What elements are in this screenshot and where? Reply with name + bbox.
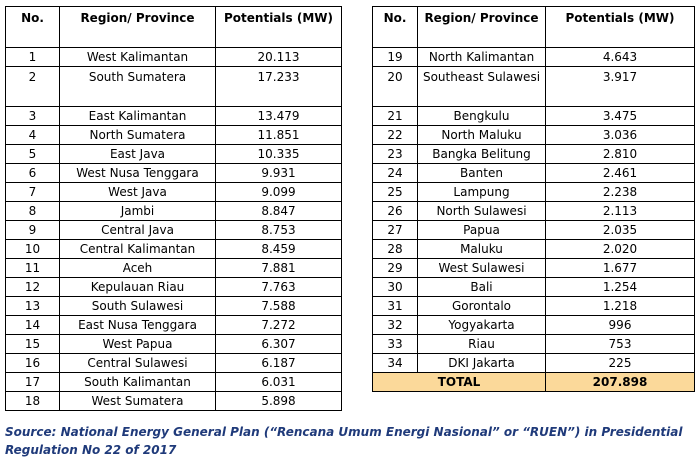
header-region: Region/ Province: [418, 7, 546, 48]
row-potential: 2.020: [546, 240, 695, 259]
table-row: [373, 145, 695, 164]
row-region: East Kalimantan: [60, 107, 216, 126]
row-number: 25: [373, 183, 418, 202]
row-region: East Nusa Tenggara: [60, 316, 216, 335]
row-potential: 1.677: [546, 259, 695, 278]
table-row: [373, 221, 695, 240]
row-number: 7: [6, 183, 60, 202]
row-potential: 11.851: [216, 126, 342, 145]
row-potential: 3.036: [546, 126, 695, 145]
total-value: 207.898: [546, 373, 695, 392]
row-number: 34: [373, 354, 418, 373]
table-row: [373, 354, 695, 373]
table-row: [6, 107, 342, 126]
row-number: 22: [373, 126, 418, 145]
table-row: [373, 278, 695, 297]
table-row: [373, 202, 695, 221]
table-row: [373, 48, 695, 67]
row-potential: 7.881: [216, 259, 342, 278]
header-potentials: Potentials (MW): [546, 7, 695, 48]
table-row: [373, 240, 695, 259]
source-note: Source: National Energy General Plan (“Rencana Umum Energi Nasional” or “RUEN”) in Presidential Regulation No 22 of 2017: [5, 425, 683, 457]
header-potentials: Potentials (MW): [216, 7, 342, 48]
row-number: 33: [373, 335, 418, 354]
table-row: [373, 107, 695, 126]
table-header-row: [373, 7, 695, 48]
row-number: 15: [6, 335, 60, 354]
row-number: 4: [6, 126, 60, 145]
total-row: [373, 373, 695, 392]
table-row: [6, 297, 342, 316]
row-region: Central Sulawesi: [60, 354, 216, 373]
header-no: No.: [373, 7, 418, 48]
row-potential: 10.335: [216, 145, 342, 164]
table-row: [373, 126, 695, 145]
row-potential: 6.031: [216, 373, 342, 392]
table-row: [373, 259, 695, 278]
row-potential: 1.254: [546, 278, 695, 297]
row-potential: 4.643: [546, 48, 695, 67]
row-number: 5: [6, 145, 60, 164]
row-potential: 7.763: [216, 278, 342, 297]
row-number: 26: [373, 202, 418, 221]
row-number: 23: [373, 145, 418, 164]
row-number: 11: [6, 259, 60, 278]
row-region: Jambi: [60, 202, 216, 221]
row-number: 13: [6, 297, 60, 316]
potentials-table-right: [372, 6, 695, 392]
table-row: [373, 335, 695, 354]
table-row: [6, 164, 342, 183]
row-number: 2: [6, 67, 60, 107]
row-region: East Java: [60, 145, 216, 164]
row-number: 12: [6, 278, 60, 297]
row-number: 18: [6, 392, 60, 411]
row-region: Aceh: [60, 259, 216, 278]
row-region: Kepulauan Riau: [60, 278, 216, 297]
row-region: Bengkulu: [418, 107, 546, 126]
row-region: North Maluku: [418, 126, 546, 145]
row-number: 28: [373, 240, 418, 259]
row-number: 19: [373, 48, 418, 67]
row-number: 3: [6, 107, 60, 126]
row-region: Maluku: [418, 240, 546, 259]
row-potential: 8.847: [216, 202, 342, 221]
row-potential: 8.459: [216, 240, 342, 259]
row-potential: 3.917: [546, 67, 695, 107]
header-region: Region/ Province: [60, 7, 216, 48]
table-row: [6, 354, 342, 373]
table-row: [6, 316, 342, 335]
table-row: [6, 373, 342, 392]
row-region: West Sumatera: [60, 392, 216, 411]
table-row: [6, 67, 342, 107]
row-potential: 3.475: [546, 107, 695, 126]
row-number: 14: [6, 316, 60, 335]
row-region: North Kalimantan: [418, 48, 546, 67]
table-row: [373, 164, 695, 183]
table-row: [6, 335, 342, 354]
row-region: Lampung: [418, 183, 546, 202]
row-region: Bangka Belitung: [418, 145, 546, 164]
row-number: 27: [373, 221, 418, 240]
table-row: [6, 126, 342, 145]
row-potential: 2.810: [546, 145, 695, 164]
row-number: 9: [6, 221, 60, 240]
row-potential: 9.099: [216, 183, 342, 202]
row-region: South Sulawesi: [60, 297, 216, 316]
table-header-row: [6, 7, 342, 48]
row-number: 29: [373, 259, 418, 278]
row-potential: 6.307: [216, 335, 342, 354]
row-region: Gorontalo: [418, 297, 546, 316]
row-potential: 9.931: [216, 164, 342, 183]
row-region: South Sumatera: [60, 67, 216, 107]
row-region: West Java: [60, 183, 216, 202]
row-number: 8: [6, 202, 60, 221]
row-potential: 753: [546, 335, 695, 354]
row-number: 21: [373, 107, 418, 126]
row-potential: 5.898: [216, 392, 342, 411]
row-region: DKI Jakarta: [418, 354, 546, 373]
row-region: Central Kalimantan: [60, 240, 216, 259]
table-row: [6, 278, 342, 297]
total-label: TOTAL: [373, 373, 546, 392]
table-row: [373, 67, 695, 107]
table-row: [6, 259, 342, 278]
row-region: West Sulawesi: [418, 259, 546, 278]
row-region: Bali: [418, 278, 546, 297]
row-potential: 2.113: [546, 202, 695, 221]
row-region: South Kalimantan: [60, 373, 216, 392]
row-potential: 7.272: [216, 316, 342, 335]
table-row: [6, 183, 342, 202]
row-region: West Nusa Tenggara: [60, 164, 216, 183]
row-region: North Sulawesi: [418, 202, 546, 221]
row-region: North Sumatera: [60, 126, 216, 145]
row-region: West Papua: [60, 335, 216, 354]
table-row: [6, 202, 342, 221]
row-potential: 2.035: [546, 221, 695, 240]
row-number: 31: [373, 297, 418, 316]
table-row: [6, 392, 342, 411]
header-no: No.: [6, 7, 60, 48]
row-number: 24: [373, 164, 418, 183]
row-region: Papua: [418, 221, 546, 240]
row-potential: 2.461: [546, 164, 695, 183]
row-number: 10: [6, 240, 60, 259]
table-row: [373, 297, 695, 316]
row-potential: 1.218: [546, 297, 695, 316]
row-potential: 13.479: [216, 107, 342, 126]
table-row: [6, 145, 342, 164]
row-potential: 225: [546, 354, 695, 373]
row-potential: 8.753: [216, 221, 342, 240]
row-potential: 7.588: [216, 297, 342, 316]
row-number: 20: [373, 67, 418, 107]
row-number: 32: [373, 316, 418, 335]
potentials-table-left: [5, 6, 342, 411]
row-region: Riau: [418, 335, 546, 354]
table-row: [373, 183, 695, 202]
row-potential: 20.113: [216, 48, 342, 67]
row-number: 30: [373, 278, 418, 297]
row-region: Southeast Sulawesi: [418, 67, 546, 107]
table-row: [6, 240, 342, 259]
row-region: West Kalimantan: [60, 48, 216, 67]
row-number: 17: [6, 373, 60, 392]
table-row: [6, 221, 342, 240]
row-region: Banten: [418, 164, 546, 183]
row-number: 16: [6, 354, 60, 373]
row-potential: 17.233: [216, 67, 342, 107]
row-potential: 996: [546, 316, 695, 335]
row-number: 1: [6, 48, 60, 67]
row-potential: 6.187: [216, 354, 342, 373]
row-potential: 2.238: [546, 183, 695, 202]
table-row: [6, 48, 342, 67]
row-number: 6: [6, 164, 60, 183]
row-region: Yogyakarta: [418, 316, 546, 335]
row-region: Central Java: [60, 221, 216, 240]
table-row: [373, 316, 695, 335]
